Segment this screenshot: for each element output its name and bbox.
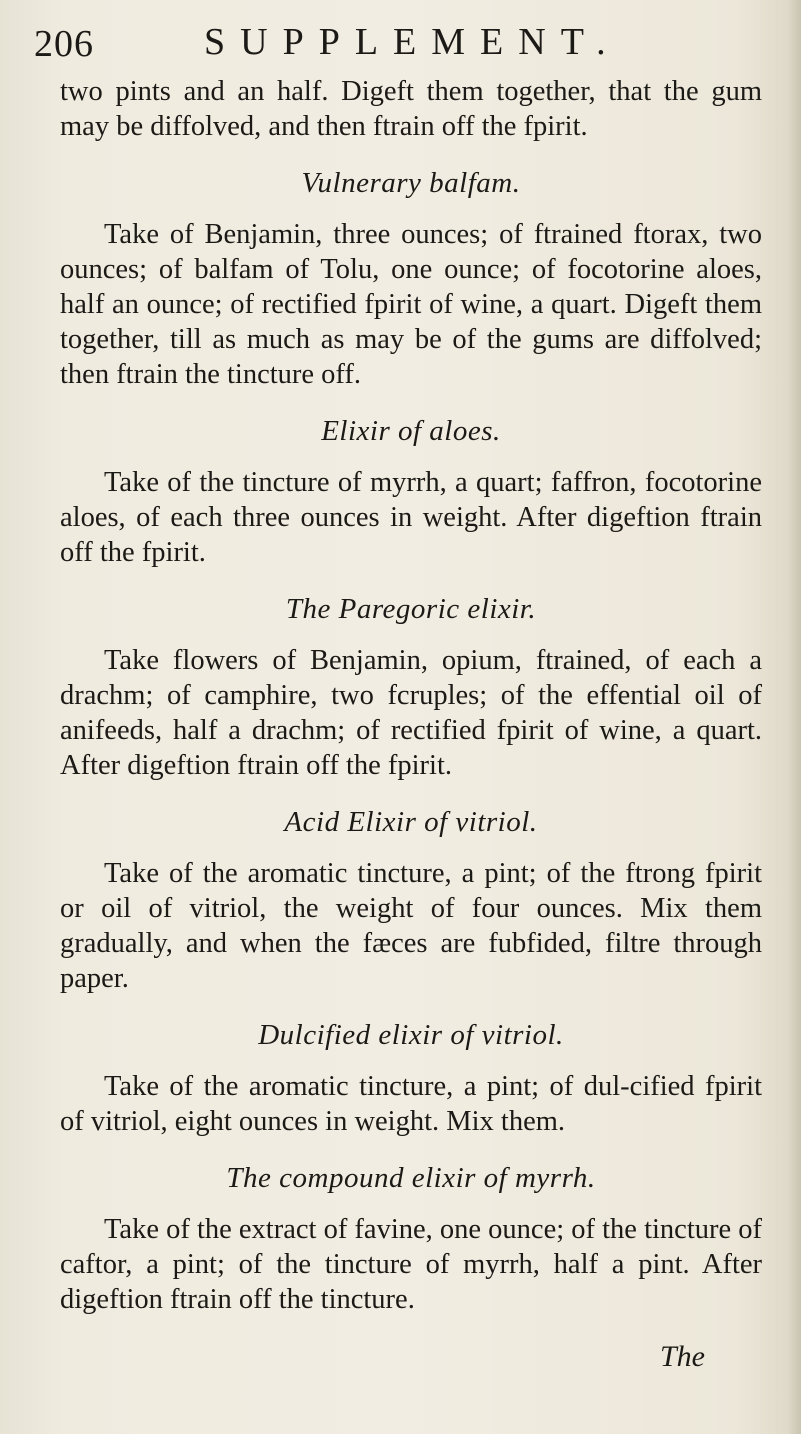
running-head: SUPPLEMENT. xyxy=(204,21,621,63)
section-heading-compound-elixir-of-myrrh: The compound elixir of myrrh. xyxy=(226,1162,596,1194)
page-edge-shadow xyxy=(787,0,801,1434)
page-number: 206 xyxy=(34,23,94,65)
section-heading-elixir-of-aloes: Elixir of aloes. xyxy=(321,415,501,447)
catchword: The xyxy=(660,1340,705,1373)
paragraph-acid-elixir: Take of the aromatic tincture, a pint; of the ftrong fpirit or oil of vitriol, the weight of four ounces. Mix them gradually, and when the fæces are fubfided, filtre through paper. xyxy=(60,858,762,994)
paragraph-compound-elixir-of-myrrh: Take of the extract of favine, one ounce; of the tincture of caftor, a pint; of the tincture of myrrh, half a pint. After digeftion ftrain off the tincture. xyxy=(60,1214,762,1315)
paragraph-continuation: two pints and an half. Digeft them together, that the gum may be diffolved, and then ftrain off the fpirit. xyxy=(60,76,762,142)
paragraph-dulcified-elixir: Take of the aromatic tincture, a pint; of dul-cified fpirit of vitriol, eight ounces in weight. Mix them. xyxy=(60,1071,762,1137)
page-header xyxy=(34,18,774,70)
section-heading-acid-elixir: Acid Elixir of vitriol. xyxy=(284,806,538,838)
paragraph-paregoric-elixir: Take flowers of Benjamin, opium, ftrained, of each a drachm; of camphire, two fcruples; of the effential oil of anifeeds, half a drachm; of rectified fpirit of wine, a quart. After digeftion ftrain off the fpirit. xyxy=(60,645,762,781)
section-heading-paregoric-elixir: The Paregoric elixir. xyxy=(285,593,537,625)
paragraph-vulnerary-balsam: Take of Benjamin, three ounces; of ftrained ftorax, two ounces; of balfam of Tolu, one ounce; of focotorine aloes, half an ounce; of rectified fpirit of wine, a quart. Digeft them together, till as much as may be of the gums are diffolved; then ftrain the tincture off. xyxy=(60,219,762,390)
section-heading-dulcified-elixir: Dulcified elixir of vitriol. xyxy=(258,1019,564,1051)
page-body xyxy=(60,74,762,1317)
paragraph-elixir-of-aloes: Take of the tincture of myrrh, a quart; faffron, focotorine aloes, of each three ounces in weight. After digeftion ftrain off the fpirit. xyxy=(60,467,762,568)
section-heading-vulnerary-balsam: Vulnerary balfam. xyxy=(301,167,521,199)
